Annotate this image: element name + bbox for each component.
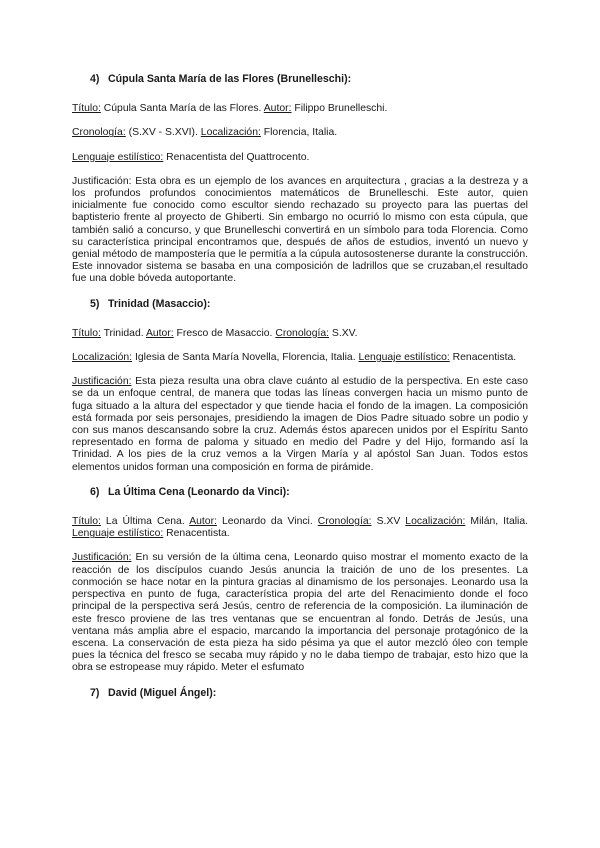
paragraph-justification <box>72 552 528 674</box>
field-value: (S.XV - S.XVI). <box>125 127 201 139</box>
paragraph-location-style <box>72 352 528 364</box>
field-label: Autor: <box>189 516 217 528</box>
section-heading <box>72 73 528 85</box>
section-heading <box>72 687 528 699</box>
field-value: Renacentista. <box>163 528 230 540</box>
field-value: Trinidad. <box>100 327 146 339</box>
field-value: Milán, Italia. <box>465 516 529 528</box>
section-heading <box>72 486 528 498</box>
field-label: Localización: <box>200 127 261 139</box>
paragraph-metadata <box>72 516 528 540</box>
section-number: 4) <box>90 73 100 85</box>
paragraph-title-author <box>72 103 528 115</box>
field-label: Lenguaje estilístico: <box>72 151 164 163</box>
paragraph-justification <box>72 376 528 474</box>
field-label: Título: <box>72 103 101 115</box>
field-value: Leonardo da Vinci. <box>216 516 318 528</box>
paragraph-justification <box>72 176 528 286</box>
field-label: Localización: <box>72 352 133 364</box>
section-number: 6) <box>90 485 100 498</box>
field-label: Autor: <box>145 327 174 339</box>
field-label: Justificación: <box>72 552 132 564</box>
field-label: Justificación: <box>72 376 132 388</box>
field-value: Renacentista del Quattrocento. <box>163 151 310 163</box>
field-value: S.XV. <box>329 327 358 339</box>
field-label: Lenguaje estilístico: <box>72 528 164 540</box>
field-value: Renacentista. <box>449 352 517 364</box>
field-value: Cúpula Santa María de las Flores. <box>100 103 264 115</box>
field-label: Título: <box>72 516 101 528</box>
field-label: Autor: <box>263 103 292 115</box>
section-title: Trinidad (Masaccio): <box>108 297 211 310</box>
section-heading <box>72 298 528 310</box>
field-label: Cronología: <box>275 327 330 339</box>
field-value: La Última Cena. <box>100 516 190 528</box>
field-label: Lenguaje estilístico: <box>358 352 450 364</box>
field-value: Esta pieza resulta una obra clave cuánto al estudio de la perspectiva. En este caso se da un enfoque central, de manera que todas las líneas convergen hacia un mismo punto de fuga situado a la altura del espectador y que tiende hacia el fondo de la imagen. La composición está formada por seis personajes, presidiendo la imagen de Dios Padre situado sobre un podio y con sus manos descansando sobre la cruz. Además éstos aparecen unidos por el Espíritu Santo representado en forma de paloma y situado en medio del Padre y del Hijo, formando así la Trinidad. A los pies de la cruz vemos a la Virgen María y al apóstol San Juan. Todos estos elementos unidos forman una composición en forma de pirámide. <box>72 376 528 473</box>
section-number: 5) <box>90 297 100 310</box>
field-value: Iglesia de Santa María Novella, Florencia, Italia. <box>132 352 359 364</box>
section-number: 7) <box>90 686 100 699</box>
paragraph-style <box>72 152 528 164</box>
field-value: Justificación: Esta obra es un ejemplo de los avances en arquitectura , gracias a la destreza y a los profundos profundos conocimientos matemáticos de Brunelleschi. Este autor, quien inicialmente fue conocido como escultor siendo rechazado su proyecto para las puertas del baptisterio frente al proyecto de Ghiberti. Sin embargo no ocurrió lo mismo con esta cúpula, que también salió a concurso, y que Brunelleschi convertirá en un símbolo para toda Florencia. Como su característica principal encontramos que, después de años de estudios, inventó un nuevo y genial método de mampostería que le permitía a la cúpula autosostenerse durante la construcción. Este innovador sistema se basaba en una composición de ladrillos que se cruzaban,el resultado fue una doble bóveda autoportante. <box>72 175 528 285</box>
field-label: Localización: <box>405 516 466 528</box>
section-title: Cúpula Santa María de las Flores (Brunelleschi): <box>108 73 352 85</box>
paragraph-chronology-location <box>72 127 528 139</box>
section-title: La Última Cena (Leonardo da Vinci): <box>108 485 290 498</box>
section-title: David (Miguel Ángel): <box>108 686 217 699</box>
field-value: En su versión de la última cena, Leonardo quiso mostrar el momento exacto de la reacción de los discípulos cuando Jesús anuncia la traición de uno de los presentes. La conmoción se hace notar en la pintura gracias al dinamismo de los personajes. Leonardo usa la perspectiva en punto de fuga, característica propia del arte del Renacimiento donde el foco principal de la perspectiva será Jesús, centro de referencia de la composición. La iluminación de este fresco proviene de las tres ventanas que se encuentran al fondo. Detrás de Jesús, una ventana más amplia abre el espacio, marcando la importancia del personaje protagónico de la escena. La conservación de esta pieza ha sido pésima ya que el autor mezcló óleo con temple pues la técnica del fresco se secaba muy rápido y no le daba tiempo de trabajar, esto hizo que la obra se estropease muy rápido. Meter el esfumato <box>72 552 528 674</box>
paragraph-title-author <box>72 328 528 340</box>
field-label: Cronología: <box>317 516 372 528</box>
field-label: Cronología: <box>72 127 126 139</box>
field-value: S.XV <box>371 516 406 528</box>
document-body <box>72 73 528 699</box>
field-value: Filippo Brunelleschi. <box>291 103 388 115</box>
field-label: Título: <box>72 327 101 339</box>
field-value: Florencia, Italia. <box>260 127 338 139</box>
field-value: Fresco de Masaccio. <box>173 327 276 339</box>
